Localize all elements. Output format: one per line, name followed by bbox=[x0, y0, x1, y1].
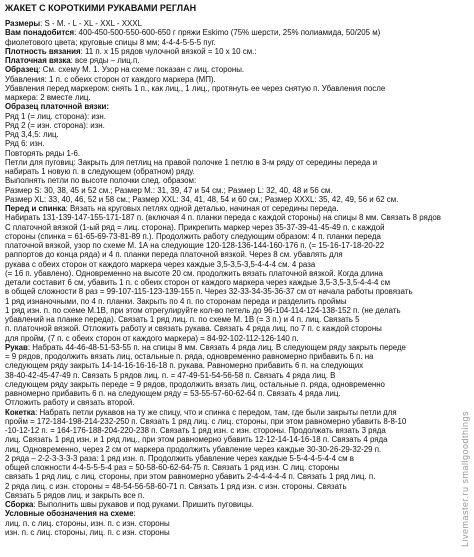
text-line bbox=[5, 121, 457, 130]
text-line bbox=[5, 315, 457, 324]
text-line bbox=[5, 65, 457, 74]
line-text: фиолетового цвета; круговые спицы 8 мм; 4-4-4-5-5-5 пуг. bbox=[5, 37, 216, 47]
text-line bbox=[5, 75, 457, 84]
line-text: общей сложности 4-4-5-5-5-4 раз = 50-58-60-62-64-75 п. Связать 1 ряд изн. С лиц. стороны bbox=[5, 463, 340, 472]
text-line bbox=[5, 102, 457, 111]
section-heading: Рукав bbox=[5, 342, 28, 352]
text-line bbox=[5, 250, 457, 259]
line-text: следующем ряду закрыть переде = 9 рядов, продолжить вязать лиц, остальные п. ряда, одновременно bbox=[5, 379, 385, 389]
text-line bbox=[5, 472, 457, 481]
line-text: : См. схему М. 1. Узор на схеме показан с лиц. стороны. bbox=[38, 65, 245, 75]
line-text: Ряд 2 (= изн. сторона): изн. bbox=[5, 120, 105, 130]
line-text: Выполнять петли по высоте полочки след. образом: bbox=[5, 176, 197, 186]
line-text: : S - M. - L - XL - XXL - XXXL bbox=[40, 19, 142, 28]
text-line bbox=[5, 426, 457, 435]
text-line bbox=[5, 38, 457, 47]
text-line bbox=[5, 297, 457, 306]
line-text: : Набрать петли рукавов на ту же спицу, что и спинка с передом, там, где были закрыты петли для bbox=[35, 407, 397, 417]
text-line bbox=[5, 334, 457, 343]
line-text: Размер S: 30, 38, 45 и 52 см.; Размер M.: 31, 39, 47 и 54 см.; Размер L: 32, 40, 48 и 56 см. bbox=[5, 185, 333, 195]
pattern-text-body bbox=[5, 19, 457, 537]
text-line bbox=[5, 93, 457, 102]
line-text: : 400-450-500-550-600-650 г пряжи Eskimo (75% шерсти, 25% полиамида, 50/205 м) bbox=[74, 28, 381, 38]
text-line bbox=[5, 278, 457, 287]
text-line bbox=[5, 158, 457, 167]
text-line bbox=[5, 306, 457, 315]
line-text: изн. п. с лиц. стороны, лиц. п. с изн. стороны bbox=[5, 527, 170, 537]
line-text: 2 ряда лиц. с изн. стороны = 48-54-56-58-60-71 п. Связать 1 ряд изн. с изн. стороны. Связать bbox=[5, 481, 347, 491]
text-line bbox=[5, 204, 457, 213]
section-heading: Образец bbox=[5, 65, 39, 75]
section-heading: Условные обозначения на схеме bbox=[5, 509, 134, 519]
line-text: равномерно прибавить 6 п. на следующем ряду = 53-55-57-60-62-64 п. Связать 4 ряда лиц. bbox=[5, 389, 341, 398]
text-line bbox=[5, 223, 457, 232]
section-heading: Плотность вязания bbox=[5, 46, 81, 56]
text-line bbox=[5, 112, 457, 121]
text-line bbox=[5, 84, 457, 93]
line-text: связать 1 ряд лиц. с лиц. стороны, при этом равномерно убавить 2-4-4-4-4-4 п. Связать 1 ряд лиц. п. bbox=[5, 472, 376, 482]
text-line bbox=[5, 500, 457, 509]
line-text: 1 ряд изн. п. по схеме М.1В, при этом отрегулируйте кол-во петель до 96-104-114-124-138-152 п. (не делать bbox=[5, 305, 401, 315]
line-text: = 9 рядов, продолжить вязать лиц, остальные п. ряда, одновременно равномерно прибавить 6 п. на bbox=[5, 352, 374, 361]
section-heading: Размеры bbox=[5, 19, 41, 28]
text-line bbox=[5, 195, 457, 204]
text-line bbox=[5, 287, 457, 296]
text-line bbox=[5, 509, 457, 518]
line-text: пройм = 172-184-198-214-232-250 п. Связать 1 ряд лиц. с лиц. стороны, при этом равномерно убавить 8-8-10 bbox=[5, 416, 407, 426]
text-line bbox=[5, 408, 457, 417]
text-line bbox=[5, 56, 457, 65]
text-line bbox=[5, 352, 457, 361]
section-heading: Сборка bbox=[5, 500, 34, 509]
text-line bbox=[5, 176, 457, 185]
line-text: маркера: 2 вместе лиц. bbox=[5, 93, 91, 102]
line-text: для пройм, (7 п. с обеих сторон от каждого маркера) = 84-92-102-112-126-140 п. bbox=[5, 333, 299, 343]
line-text: Петли для пуговиц: Закрыть для петлиц на правой полочке 1 петлю в 3-м ряду от середины переда и bbox=[5, 157, 377, 167]
text-line bbox=[5, 389, 457, 398]
line-text: 1 ряд изнаночными, по 4 п. планки. Закрыть по 4 п. по сторонам переда и разделить проймы bbox=[5, 296, 347, 306]
line-text: следующем ряду закрыть 14-14-16-16-16-18 п. рукава. Равномерно прибавить 6 п. на следующих bbox=[5, 361, 364, 371]
text-line bbox=[5, 463, 457, 472]
watermark: Livemaster.ru smallgoodthings bbox=[460, 410, 470, 547]
line-text: Размер XL: 33, 40, 46, 52 и 58 см.; Размер XXL: 34, 41, 48, 54 и 60 см.; Размер XXXL: 35, 42, 49, 56 и 62 см. bbox=[5, 194, 399, 204]
text-line bbox=[5, 343, 457, 352]
text-line bbox=[5, 435, 457, 444]
line-text: : 11 п. x 15 рядов чулочной вязкой = 10 x 10 см.: bbox=[80, 46, 257, 56]
text-line bbox=[5, 482, 457, 491]
section-heading: Образец платочной вязки: bbox=[5, 102, 110, 112]
line-text: Ряд 1 (= лиц. сторона): изн. bbox=[5, 111, 106, 121]
text-line bbox=[5, 528, 457, 537]
line-text: в общей сложности 8 раз = 99-107-115-123-139-155 п. Через 32-33-34-35-36-37 см от начала работы провязать bbox=[5, 287, 413, 297]
text-line bbox=[5, 260, 457, 269]
text-line bbox=[5, 19, 457, 28]
line-text: набирать 1 новую п. в следующем (обратном) ряду. bbox=[5, 167, 195, 176]
line-text: С платочной вязкой (1-ый ряд = лиц. сторона). Прикрепить маркер через 35-37-39-41-45-49 п. с каждой bbox=[5, 222, 385, 232]
line-text: : Выполнить швы рукавов и под руками. Пришить пуговицы. bbox=[33, 500, 254, 509]
text-line bbox=[5, 241, 457, 250]
section-heading: Вам понадобится bbox=[5, 28, 75, 38]
line-text: (= 16 п. убавлено). Одновременно на высоте 20 см. продолжить вязать платочной вязкой. Когда длина bbox=[5, 268, 383, 278]
line-text: Набирать 131-139-147-155-171-187 п. (включая 4 п. планки переда с каждой стороны) на спицы 8 мм. Связать 8 рядов bbox=[5, 213, 441, 223]
line-text: рукава с обеих сторон от каждого маркера через каждые 3,5-3,5-3,5-4-4-4 см. 4 раза bbox=[5, 259, 316, 269]
line-text: : все ряды – лиц.п. bbox=[70, 56, 140, 65]
text-line bbox=[5, 232, 457, 241]
line-text: 38-40-42-45-47-49 п. Связать 5 рядов лиц. п. = 47-49-51-54-56-58 п. Связать 4 ряда лиц. В bbox=[5, 370, 336, 380]
line-text: : Набрать 44-46-48-51-53-55 п. на спицы 8 мм. Связать 4 ряда лиц. В следующем ряду закрыть переде bbox=[27, 342, 406, 352]
text-line bbox=[5, 149, 457, 158]
text-line bbox=[5, 491, 457, 500]
line-text: стороны (спинка = 61-65-69-73-81-89 п.). Продолжить работу следующим образом: 4 п. планки переда bbox=[5, 231, 381, 241]
pattern-document bbox=[5, 2, 457, 537]
line-text: лиц. Связать 1 ряд изн. и 1 ряд лиц., при этом равномерно убавить 12-12-14-14-16-18 п. Связать 4 ряда bbox=[5, 435, 388, 445]
text-line bbox=[5, 398, 457, 407]
text-line bbox=[5, 167, 457, 176]
line-text: лиц. Одновременно, через 2 см от маркера продолжить убавление через каждые 30-30-26-29-32-29 п. bbox=[5, 444, 382, 454]
line-text: платочной вязкой, узор по схеме М. 1А на следующие 120-128-136-144-160-176 п. (= 15-16-17-18-20-22 bbox=[5, 241, 385, 250]
line-text: раппортов до конца ряда) и 4 п. планки переда платочной вязкой. Через 8 см. убавлять для bbox=[5, 250, 343, 260]
line-text: : bbox=[133, 509, 136, 519]
text-line bbox=[5, 454, 457, 463]
line-text: : Вязать на круговых петлях одной деталью, начиная от середины переда. bbox=[65, 204, 339, 213]
text-line bbox=[5, 213, 457, 222]
text-line bbox=[5, 47, 457, 56]
line-text: Отложить работу и связать второй. bbox=[5, 398, 135, 408]
text-line bbox=[5, 324, 457, 333]
text-line bbox=[5, 380, 457, 389]
text-line bbox=[5, 361, 457, 370]
line-text: Повторять ряды 1-6. bbox=[5, 148, 81, 158]
line-text: п. платочной вязкой. Отложить работу и связать рукава. Связать 4 ряда лиц. по 7 п. с каждой стороны bbox=[5, 324, 382, 334]
section-heading: Перед и спинка bbox=[5, 204, 66, 213]
text-line bbox=[5, 130, 457, 139]
line-text: Убавления перед маркером: снять 1 п., как лиц., 1 лиц., протянуть ее через снятую п. Убавления после bbox=[5, 83, 386, 93]
section-heading: Кокетка bbox=[5, 407, 36, 417]
section-heading: Платочная вязка bbox=[5, 56, 71, 65]
text-line bbox=[5, 139, 457, 148]
line-text: убавлений на планке переда). Связать 1 ряд лиц. п. по схеме М. 1В (= 3 п.) и 4 п. лиц. Связать 5 bbox=[5, 315, 360, 324]
text-line bbox=[5, 445, 457, 454]
document-title: ЖАКЕТ С КОРОТКИМИ РУКАВАМИ РЕГЛАН bbox=[5, 3, 197, 13]
text-line bbox=[5, 269, 457, 278]
line-text: Ряд 6: изн. bbox=[5, 139, 45, 149]
line-text: Убавления: 1 п. с обеих сторон от каждого маркера (МП). bbox=[5, 74, 216, 84]
text-line bbox=[5, 186, 457, 195]
line-text: Связать 5 рядов лиц. и закрыть все п. bbox=[5, 490, 145, 500]
text-line bbox=[5, 417, 457, 426]
line-text: 2 ряда – 2-2-3-3-3-3 раза: 1 ряд изн. п. Продолжить убавление через каждые 5-5-4-4-5-4-4 см в bbox=[5, 453, 354, 463]
line-text: лиц. п. с лиц. стороны, изн. п. с изн. стороны bbox=[5, 518, 170, 528]
text-line bbox=[5, 28, 457, 37]
line-text: -10-12-12 п. = 164-176-188-204-220-238 п. Связать 1 ряд изн. с изн. стороны. Продолжать вязать 3 ряда bbox=[5, 426, 386, 435]
line-text: детали составит 6 см, убавить 1 п. с обеих сторон от каждого маркера через каждые 3,5-3,5-3,5-4-4-4 см bbox=[5, 278, 390, 287]
text-line bbox=[5, 519, 457, 528]
line-text: Ряд 3,4,5: лиц. bbox=[5, 130, 59, 139]
text-line bbox=[5, 371, 457, 380]
